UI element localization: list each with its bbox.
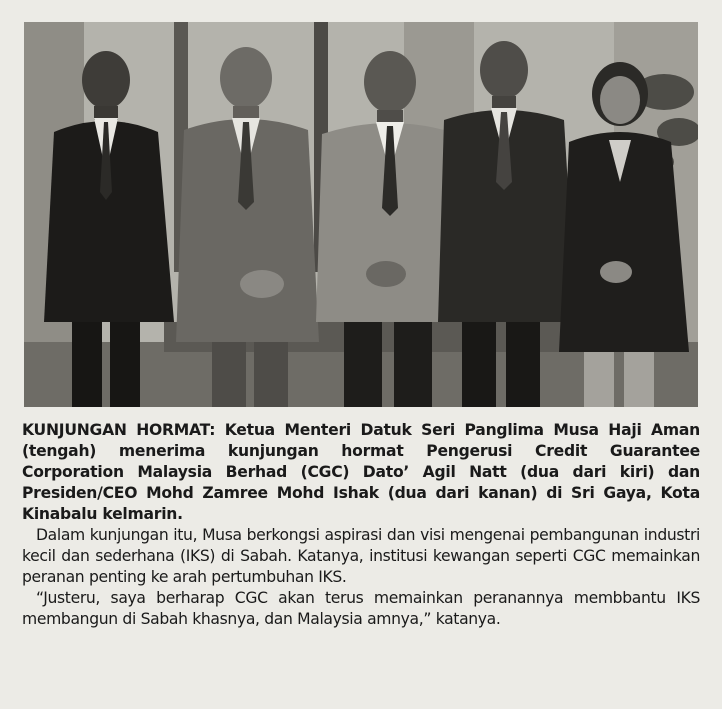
caption-lead-text: Ketua Menteri Datuk Seri Panglima Musa Haji Aman (tengah) menerima kunjungan hormat Pengerusi Credit Guarantee Corporation Malaysia Berhad (CGC) Dato’ Agil Natt (dua dari kiri) dan Presiden/CEO Mohd Zamree Mohd Ishak (dua dari kanan) di Sri Gaya, Kota Kinabalu kelmarin.	[22, 421, 701, 523]
caption-lead	[22, 420, 700, 525]
photo-caption	[22, 420, 700, 630]
body-paragraph-2: “Justeru, saya berharap CGC akan terus memainkan peranannya membbantu IKS membangun di Sabah khasnya, dan Malaysia amnya,” katanya.	[22, 589, 700, 628]
body-paragraph-1: Dalam kunjungan itu, Musa berkongsi aspirasi dan visi mengenai pembangunan industri kecil dan sederhana (IKS) di Sabah. Katanya, institusi kewangan seperti CGC memainkan peranan penting ke arah pertumbuhan IKS.	[22, 526, 700, 586]
caption-heading: KUNJUNGAN HORMAT:	[22, 421, 216, 439]
group-photo-illustration	[24, 22, 698, 407]
group-photo	[24, 22, 698, 407]
